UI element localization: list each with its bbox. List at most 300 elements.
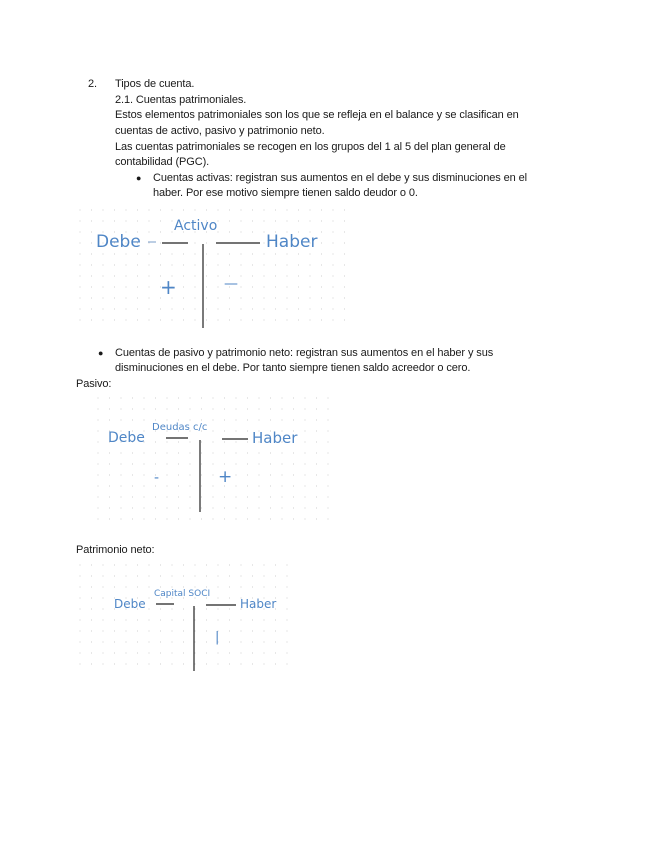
grid-dot bbox=[332, 220, 333, 221]
grid-dot bbox=[275, 652, 276, 653]
grid-dot bbox=[171, 220, 172, 221]
grid-dot bbox=[120, 397, 121, 398]
grid-dot bbox=[304, 463, 305, 464]
grid-dot bbox=[79, 220, 80, 221]
grid-dot bbox=[327, 518, 328, 519]
grid-dot bbox=[166, 507, 167, 508]
grid-dot bbox=[229, 209, 230, 210]
grid-dot bbox=[206, 630, 207, 631]
grid-dot bbox=[293, 397, 294, 398]
grid-dot bbox=[91, 564, 92, 565]
grid-dot bbox=[171, 586, 172, 587]
grid-dot bbox=[240, 630, 241, 631]
grid-dot bbox=[183, 308, 184, 309]
grid-dot bbox=[229, 586, 230, 587]
grid-dot bbox=[224, 507, 225, 508]
grid-dot bbox=[148, 253, 149, 254]
grid-dot bbox=[194, 275, 195, 276]
grid-dot bbox=[240, 275, 241, 276]
grid-dot bbox=[102, 253, 103, 254]
grid-dot bbox=[178, 408, 179, 409]
grid-dot bbox=[293, 496, 294, 497]
grid-dot bbox=[217, 264, 218, 265]
grid-dot bbox=[247, 518, 248, 519]
grid-dot bbox=[263, 319, 264, 320]
grid-dot bbox=[201, 463, 202, 464]
grid-dot bbox=[148, 297, 149, 298]
grid-dot bbox=[125, 220, 126, 221]
grid-dot bbox=[298, 319, 299, 320]
grid-dot bbox=[194, 608, 195, 609]
grid-dot bbox=[125, 630, 126, 631]
grid-dot bbox=[148, 575, 149, 576]
grid-dot bbox=[148, 319, 149, 320]
grid-dot bbox=[137, 308, 138, 309]
grid-dot bbox=[281, 397, 282, 398]
grid-dot bbox=[120, 419, 121, 420]
grid-dot bbox=[344, 253, 345, 254]
grid-dot bbox=[281, 496, 282, 497]
grid-dot bbox=[235, 430, 236, 431]
grid-dot bbox=[275, 319, 276, 320]
grid-dot bbox=[206, 242, 207, 243]
grid-dot bbox=[109, 518, 110, 519]
grid-dot bbox=[275, 209, 276, 210]
grid-dot bbox=[201, 419, 202, 420]
grid-dot bbox=[97, 397, 98, 398]
grid-dot bbox=[316, 518, 317, 519]
grid-dot bbox=[171, 641, 172, 642]
grid-dot bbox=[183, 275, 184, 276]
grid-dot bbox=[327, 430, 328, 431]
grid-dot bbox=[217, 652, 218, 653]
grid-dot bbox=[91, 608, 92, 609]
grid-dot bbox=[275, 575, 276, 576]
grid-dot bbox=[201, 474, 202, 475]
debe-label: Debe bbox=[96, 232, 141, 252]
grid-dot bbox=[102, 308, 103, 309]
grid-dot bbox=[286, 220, 287, 221]
grid-dot bbox=[125, 275, 126, 276]
grid-dot bbox=[125, 308, 126, 309]
grid-dot bbox=[252, 652, 253, 653]
grid-dot bbox=[148, 619, 149, 620]
grid-dot bbox=[148, 264, 149, 265]
grid-dot bbox=[102, 220, 103, 221]
grid-dot bbox=[125, 619, 126, 620]
grid-dot bbox=[275, 630, 276, 631]
grid-dot bbox=[252, 297, 253, 298]
grid-dot bbox=[91, 575, 92, 576]
grid-dot bbox=[109, 485, 110, 486]
grid-dot bbox=[252, 575, 253, 576]
grid-dot bbox=[114, 220, 115, 221]
grid-dot bbox=[109, 474, 110, 475]
grid-dot bbox=[344, 308, 345, 309]
dot-grid bbox=[97, 397, 328, 519]
grid-dot bbox=[97, 441, 98, 442]
grid-dot bbox=[224, 518, 225, 519]
grid-dot bbox=[160, 630, 161, 631]
grid-dot bbox=[293, 507, 294, 508]
grid-dot bbox=[206, 319, 207, 320]
grid-dot bbox=[171, 253, 172, 254]
pasivo-t-account-figure bbox=[94, 394, 339, 529]
grid-dot bbox=[316, 507, 317, 508]
grid-dot bbox=[212, 496, 213, 497]
grid-dot bbox=[309, 275, 310, 276]
grid-dot bbox=[263, 264, 264, 265]
grid-dot bbox=[321, 319, 322, 320]
grid-dot bbox=[212, 430, 213, 431]
pasivo-label: Pasivo: bbox=[76, 378, 112, 390]
grid-dot bbox=[309, 286, 310, 287]
dot-grid bbox=[79, 564, 287, 664]
grid-dot bbox=[321, 253, 322, 254]
grid-dot bbox=[286, 652, 287, 653]
grid-dot bbox=[240, 264, 241, 265]
grid-dot bbox=[281, 485, 282, 486]
grid-dot bbox=[240, 209, 241, 210]
right-sign: | bbox=[215, 630, 220, 645]
grid-dot bbox=[327, 408, 328, 409]
grid-dot bbox=[275, 264, 276, 265]
grid-dot bbox=[263, 209, 264, 210]
grid-dot bbox=[102, 564, 103, 565]
grid-dot bbox=[166, 485, 167, 486]
paragraph-1-line-2: cuentas de activo, pasivo y patrimonio neto. bbox=[115, 125, 325, 137]
grid-dot bbox=[247, 452, 248, 453]
grid-dot bbox=[270, 419, 271, 420]
grid-dot bbox=[247, 408, 248, 409]
grid-dot bbox=[183, 663, 184, 664]
grid-dot bbox=[206, 209, 207, 210]
grid-dot bbox=[293, 485, 294, 486]
grid-dot bbox=[148, 220, 149, 221]
grid-dot bbox=[240, 619, 241, 620]
grid-dot bbox=[148, 652, 149, 653]
grid-dot bbox=[217, 597, 218, 598]
grid-dot bbox=[166, 496, 167, 497]
grid-dot bbox=[201, 441, 202, 442]
grid-dot bbox=[247, 441, 248, 442]
grid-dot bbox=[160, 586, 161, 587]
grid-dot bbox=[344, 297, 345, 298]
grid-dot bbox=[137, 575, 138, 576]
grid-dot bbox=[263, 220, 264, 221]
grid-dot bbox=[178, 496, 179, 497]
grid-dot bbox=[206, 264, 207, 265]
grid-dot bbox=[114, 586, 115, 587]
grid-dot bbox=[189, 408, 190, 409]
grid-dot bbox=[298, 253, 299, 254]
grid-dot bbox=[321, 297, 322, 298]
grid-dot bbox=[281, 518, 282, 519]
grid-dot bbox=[304, 474, 305, 475]
grid-dot bbox=[332, 297, 333, 298]
grid-dot bbox=[258, 408, 259, 409]
grid-dot bbox=[275, 220, 276, 221]
grid-dot bbox=[143, 463, 144, 464]
grid-dot bbox=[286, 641, 287, 642]
grid-dot bbox=[316, 441, 317, 442]
grid-dot bbox=[298, 297, 299, 298]
grid-dot bbox=[217, 575, 218, 576]
grid-dot bbox=[148, 564, 149, 565]
grid-dot bbox=[235, 408, 236, 409]
grid-dot bbox=[79, 253, 80, 254]
grid-dot bbox=[114, 264, 115, 265]
grid-dot bbox=[270, 518, 271, 519]
grid-dot bbox=[304, 485, 305, 486]
grid-dot bbox=[316, 474, 317, 475]
grid-dot bbox=[206, 253, 207, 254]
grid-dot bbox=[281, 452, 282, 453]
grid-dot bbox=[332, 242, 333, 243]
debe-label: Debe bbox=[114, 597, 146, 611]
grid-dot bbox=[102, 264, 103, 265]
grid-dot bbox=[293, 419, 294, 420]
grid-dot bbox=[252, 264, 253, 265]
grid-dot bbox=[143, 419, 144, 420]
grid-dot bbox=[252, 663, 253, 664]
grid-dot bbox=[252, 564, 253, 565]
grid-dot bbox=[194, 619, 195, 620]
subsection-title: 2.1. Cuentas patrimoniales. bbox=[115, 94, 247, 106]
grid-dot bbox=[206, 286, 207, 287]
grid-dot bbox=[270, 408, 271, 409]
grid-dot bbox=[166, 463, 167, 464]
grid-dot bbox=[194, 253, 195, 254]
grid-dot bbox=[344, 242, 345, 243]
grid-dot bbox=[79, 308, 80, 309]
grid-dot bbox=[120, 485, 121, 486]
grid-dot bbox=[183, 586, 184, 587]
grid-dot bbox=[286, 608, 287, 609]
grid-dot bbox=[160, 564, 161, 565]
grid-dot bbox=[286, 264, 287, 265]
grid-dot bbox=[155, 463, 156, 464]
grid-dot bbox=[275, 308, 276, 309]
grid-dot bbox=[125, 586, 126, 587]
grid-dot bbox=[155, 452, 156, 453]
grid-dot bbox=[229, 630, 230, 631]
account-title: Deudas c/c bbox=[152, 422, 208, 433]
grid-dot bbox=[309, 220, 310, 221]
grid-dot bbox=[125, 286, 126, 287]
grid-dot bbox=[137, 253, 138, 254]
grid-dot bbox=[189, 518, 190, 519]
grid-dot bbox=[79, 630, 80, 631]
grid-dot bbox=[79, 652, 80, 653]
grid-dot bbox=[212, 507, 213, 508]
grid-dot bbox=[171, 663, 172, 664]
grid-dot bbox=[194, 319, 195, 320]
account-title: Capital SOCI bbox=[154, 589, 211, 599]
grid-dot bbox=[137, 319, 138, 320]
grid-dot bbox=[229, 564, 230, 565]
grid-dot bbox=[155, 441, 156, 442]
grid-dot bbox=[252, 275, 253, 276]
grid-dot bbox=[201, 518, 202, 519]
grid-dot bbox=[217, 253, 218, 254]
grid-dot bbox=[206, 641, 207, 642]
grid-dot bbox=[148, 231, 149, 232]
grid-dot bbox=[125, 264, 126, 265]
grid-dot bbox=[143, 408, 144, 409]
grid-dot bbox=[332, 231, 333, 232]
grid-dot bbox=[120, 463, 121, 464]
grid-dot bbox=[344, 231, 345, 232]
grid-dot bbox=[91, 586, 92, 587]
grid-dot bbox=[275, 275, 276, 276]
grid-dot bbox=[332, 275, 333, 276]
grid-dot bbox=[321, 231, 322, 232]
grid-dot bbox=[217, 308, 218, 309]
grid-dot bbox=[109, 397, 110, 398]
grid-dot bbox=[171, 564, 172, 565]
grid-dot bbox=[293, 518, 294, 519]
grid-dot bbox=[183, 652, 184, 653]
grid-dot bbox=[171, 608, 172, 609]
grid-dot bbox=[235, 485, 236, 486]
grid-dot bbox=[132, 452, 133, 453]
grid-dot bbox=[160, 663, 161, 664]
grid-dot bbox=[160, 575, 161, 576]
grid-dot bbox=[137, 619, 138, 620]
grid-dot bbox=[247, 474, 248, 475]
grid-dot bbox=[201, 496, 202, 497]
grid-dot bbox=[286, 286, 287, 287]
grid-dot bbox=[183, 297, 184, 298]
activo-t-account-figure bbox=[76, 206, 356, 331]
grid-dot bbox=[114, 575, 115, 576]
grid-dot bbox=[102, 652, 103, 653]
paragraph-1-line-1: Estos elementos patrimoniales son los que se refleja en el balance y se clasifican en bbox=[115, 109, 519, 121]
grid-dot bbox=[293, 452, 294, 453]
grid-dot bbox=[240, 231, 241, 232]
grid-dot bbox=[270, 485, 271, 486]
grid-dot bbox=[79, 575, 80, 576]
grid-dot bbox=[166, 452, 167, 453]
grid-dot bbox=[270, 474, 271, 475]
bullet-activas-line-1: Cuentas activas: registran sus aumentos en el debe y sus disminuciones en el bbox=[153, 172, 527, 184]
grid-dot bbox=[160, 619, 161, 620]
grid-dot bbox=[91, 231, 92, 232]
grid-dot bbox=[178, 485, 179, 486]
grid-dot bbox=[327, 496, 328, 497]
grid-dot bbox=[212, 441, 213, 442]
grid-dot bbox=[229, 619, 230, 620]
grid-dot bbox=[304, 408, 305, 409]
bullet-activas-line-2: haber. Por ese motivo siempre tienen saldo deudor o 0. bbox=[153, 187, 418, 199]
grid-dot bbox=[212, 397, 213, 398]
grid-dot bbox=[97, 463, 98, 464]
grid-dot bbox=[304, 397, 305, 398]
grid-dot bbox=[217, 297, 218, 298]
grid-dot bbox=[148, 663, 149, 664]
grid-dot bbox=[125, 663, 126, 664]
grid-dot bbox=[194, 242, 195, 243]
grid-dot bbox=[217, 231, 218, 232]
grid-dot bbox=[148, 275, 149, 276]
grid-dot bbox=[125, 253, 126, 254]
grid-dot bbox=[344, 319, 345, 320]
grid-dot bbox=[321, 220, 322, 221]
grid-dot bbox=[178, 452, 179, 453]
grid-dot bbox=[114, 641, 115, 642]
grid-dot bbox=[97, 496, 98, 497]
grid-dot bbox=[309, 253, 310, 254]
grid-dot bbox=[79, 231, 80, 232]
grid-dot bbox=[252, 286, 253, 287]
grid-dot bbox=[194, 308, 195, 309]
grid-dot bbox=[286, 663, 287, 664]
grid-dot bbox=[206, 564, 207, 565]
grid-dot bbox=[120, 408, 121, 409]
grid-dot bbox=[91, 220, 92, 221]
grid-dot bbox=[91, 253, 92, 254]
grid-dot bbox=[316, 463, 317, 464]
grid-dot bbox=[327, 441, 328, 442]
grid-dot bbox=[332, 308, 333, 309]
grid-dot bbox=[235, 419, 236, 420]
grid-dot bbox=[247, 397, 248, 398]
grid-dot bbox=[79, 597, 80, 598]
grid-dot bbox=[183, 619, 184, 620]
grid-dot bbox=[194, 286, 195, 287]
grid-dot bbox=[252, 220, 253, 221]
grid-dot bbox=[286, 253, 287, 254]
grid-dot bbox=[252, 209, 253, 210]
grid-dot bbox=[229, 253, 230, 254]
grid-dot bbox=[125, 297, 126, 298]
grid-dot bbox=[240, 652, 241, 653]
grid-dot bbox=[263, 575, 264, 576]
grid-dot bbox=[258, 474, 259, 475]
grid-dot bbox=[332, 209, 333, 210]
grid-dot bbox=[201, 485, 202, 486]
grid-dot bbox=[206, 619, 207, 620]
grid-dot bbox=[120, 507, 121, 508]
grid-dot bbox=[217, 319, 218, 320]
grid-dot bbox=[102, 619, 103, 620]
grid-dot bbox=[252, 308, 253, 309]
grid-dot bbox=[91, 652, 92, 653]
grid-dot bbox=[155, 496, 156, 497]
grid-dot bbox=[114, 253, 115, 254]
grid-dot bbox=[171, 630, 172, 631]
grid-dot bbox=[252, 630, 253, 631]
grid-dot bbox=[316, 485, 317, 486]
grid-dot bbox=[263, 275, 264, 276]
grid-dot bbox=[143, 507, 144, 508]
grid-dot bbox=[316, 430, 317, 431]
grid-dot bbox=[281, 474, 282, 475]
grid-dot bbox=[212, 452, 213, 453]
grid-dot bbox=[143, 397, 144, 398]
grid-dot bbox=[171, 231, 172, 232]
grid-dot bbox=[212, 518, 213, 519]
grid-dot bbox=[224, 430, 225, 431]
grid-dot bbox=[212, 474, 213, 475]
grid-dot bbox=[155, 397, 156, 398]
grid-dot bbox=[109, 408, 110, 409]
haber-label: Haber bbox=[266, 232, 318, 252]
grid-dot bbox=[224, 452, 225, 453]
grid-dot bbox=[206, 652, 207, 653]
grid-dot bbox=[316, 408, 317, 409]
